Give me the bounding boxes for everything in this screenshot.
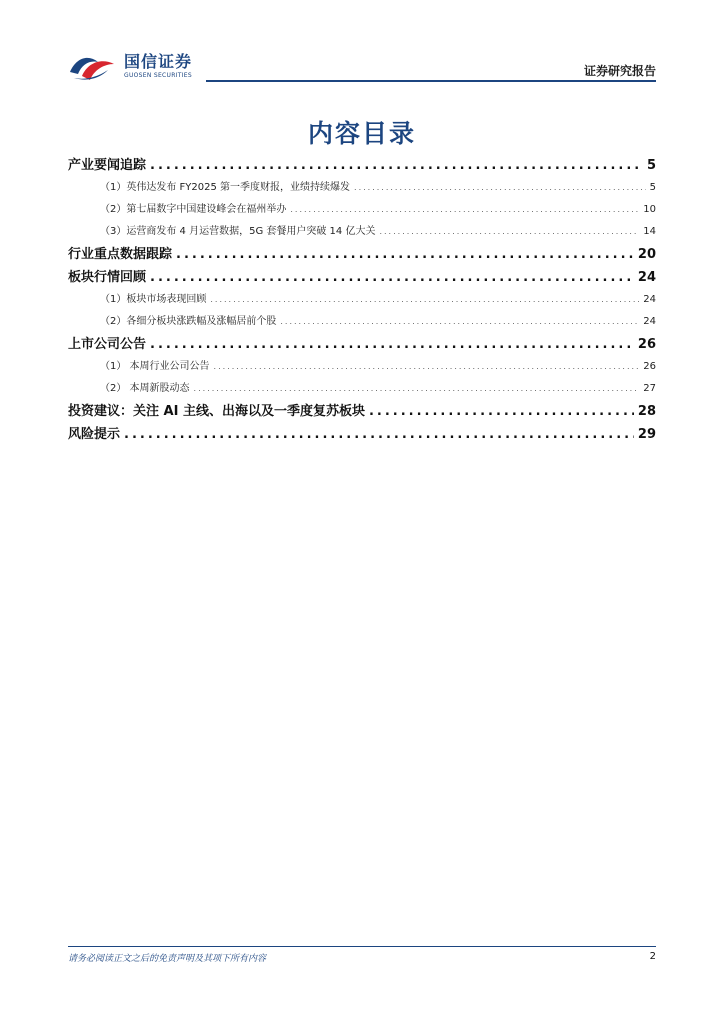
toc-entry-page: 26 [643,361,656,372]
toc-dot-leader [354,177,646,199]
toc-dot-leader [194,378,640,400]
toc-section-entry[interactable] [68,423,656,446]
table-of-contents [68,154,656,446]
toc-entry-page: 24 [637,270,656,285]
footer-divider [68,946,656,947]
company-logo [68,50,192,82]
toc-entry-page: 26 [637,337,656,352]
toc-subsection-entry[interactable] [68,177,656,199]
toc-entry-title: 板块行情回顾 [68,270,147,285]
toc-dot-leader [176,243,634,266]
toc-subsection-entry[interactable] [68,221,656,243]
toc-entry-title: （2） 本周新股动态 [100,383,190,394]
toc-entry-page: 10 [643,204,656,215]
toc-entry-title: 投资建议：关注 AI 主线、出海以及一季度复苏板块 [68,404,365,419]
logo-chinese-name: 国信证券 [124,51,193,71]
toc-entry-page: 28 [637,404,656,419]
toc-dot-leader [210,289,639,311]
toc-title: 内容目录 [307,119,416,148]
toc-entry-title: （1）板块市场表现回顾 [100,294,207,305]
toc-dot-leader [369,400,634,423]
toc-section-entry[interactable] [68,243,656,266]
footer-disclaimer: 请务必阅读正文之后的免责声明及其项下所有内容 [68,954,267,964]
toc-dot-leader [379,221,639,243]
toc-entry-title: （2）各细分板块涨跌幅及涨幅居前个股 [100,316,277,327]
toc-entry-title: 行业重点数据跟踪 [68,247,173,262]
toc-entry-title: 上市公司公告 [68,337,147,352]
toc-entry-title: （3）运营商发布 4 月运营数据，5G 套餐用户突破 14 亿大关 [100,226,376,237]
toc-entry-page: 5 [646,158,656,173]
guosen-logo-icon [68,50,118,82]
toc-entry-page: 24 [643,294,656,305]
toc-subsection-entry[interactable] [68,378,656,400]
toc-entry-title: 风险提示 [68,427,121,442]
toc-section-entry[interactable] [68,400,656,423]
logo-english-name: GUOSEN SECURITIES [124,71,193,79]
toc-entry-title: （2）第七届数字中国建设峰会在福州举办 [100,204,287,215]
toc-dot-leader [280,311,639,333]
toc-entry-page: 27 [643,383,656,394]
toc-subsection-entry[interactable] [68,289,656,311]
toc-subsection-entry[interactable] [68,311,656,333]
toc-entry-page: 29 [637,427,656,442]
toc-entry-page: 24 [643,316,656,327]
toc-entry-title: （1）英伟达发布 FY2025 第一季度财报，业绩持续爆发 [100,182,351,193]
page-header [68,50,656,84]
toc-section-entry[interactable] [68,266,656,289]
toc-entry-title: （1） 本周行业公司公告 [100,361,210,372]
toc-section-entry[interactable] [68,154,656,177]
toc-dot-leader [150,333,634,356]
toc-entry-title: 产业要闻追踪 [68,158,147,173]
toc-dot-leader [150,266,634,289]
toc-subsection-entry[interactable] [68,356,656,378]
page-number: 2 [649,951,656,962]
toc-section-entry[interactable] [68,333,656,356]
toc-entry-page: 14 [643,226,656,237]
report-type-label: 证券研究报告 [583,64,656,78]
toc-entry-page: 20 [637,247,656,262]
toc-dot-leader [214,356,640,378]
toc-dot-leader [124,423,634,446]
toc-dot-leader [290,199,639,221]
header-divider [206,80,656,82]
toc-subsection-entry[interactable] [68,199,656,221]
toc-entry-page: 5 [649,182,656,193]
toc-dot-leader [150,154,643,177]
